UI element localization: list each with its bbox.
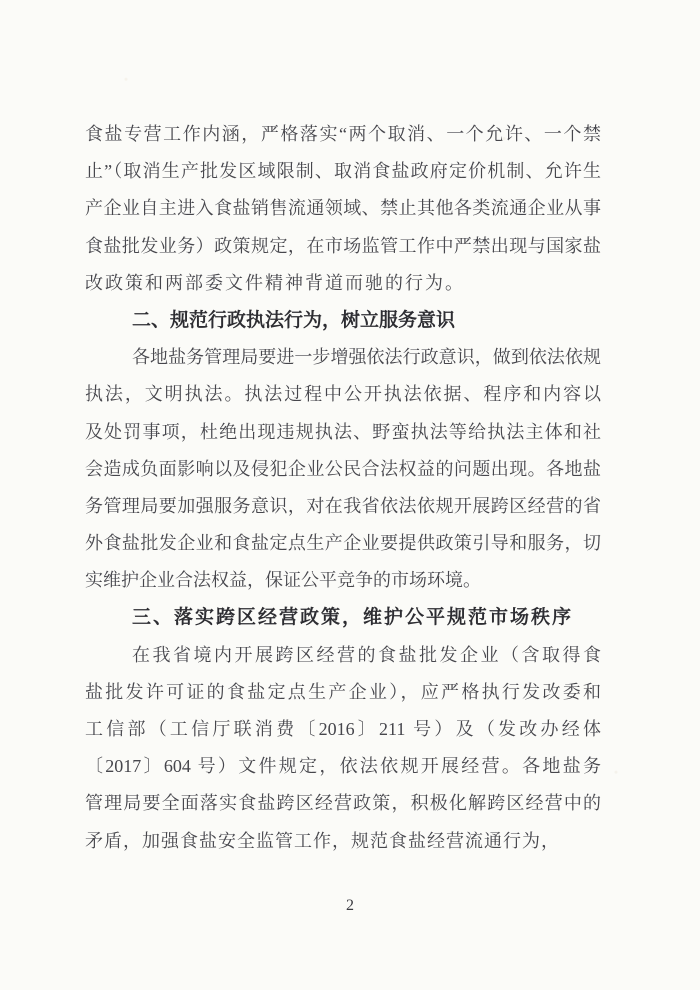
- body-line: 执法，文明执法。执法过程中公开执法依据、程序和内容以: [85, 384, 601, 405]
- body-line: 盐批发许可证的食盐定点生产企业），应严格执行发改委和: [85, 681, 601, 702]
- body-line: 〔2017〕604 号）文件规定，依法依规开展经营。各地盐务: [85, 756, 601, 777]
- section-heading: 三、落实跨区经营政策，维护公平规范市场秩序: [132, 607, 574, 629]
- document-text: [85, 116, 601, 860]
- body-line: 实维护企业合法权益，保证公平竞争的市场环境。: [85, 570, 481, 591]
- section-heading: 二、规范行政执法行为，树立服务意识: [132, 309, 456, 331]
- page-number: 2: [346, 897, 354, 914]
- body-line: 工信部（工信厅联消费〔2016〕211 号）及（发改办经体: [85, 719, 601, 739]
- body-line: 产企业自主进入食盐销售流通领域、禁止其他各类流通企业从事: [85, 198, 601, 219]
- body-line: 食盐专营工作内涵，严格落实“两个取消、一个允许、一个禁: [85, 124, 601, 144]
- body-line: 食盐批发业务）政策规定，在市场监管工作中严禁出现与国家盐: [85, 235, 601, 256]
- body-line: 在我省境内开展跨区经营的食盐批发企业（含取得食: [132, 644, 601, 665]
- body-line: 会造成负面影响以及侵犯企业公民合法权益的问题出现。各地盐: [85, 458, 601, 479]
- body-line: 及处罚事项，杜绝出现违规执法、野蛮执法等给执法主体和社: [85, 421, 601, 442]
- body-line: 各地盐务管理局要进一步增强依法行政意识，做到依法依规: [132, 347, 601, 368]
- body-line: 矛盾，加强食盐安全监管工作，规范食盐经营流通行为，: [85, 830, 560, 851]
- body-line: 管理局要全面落实食盐跨区经营政策，积极化解跨区经营中的: [85, 793, 601, 814]
- body-line: 务管理局要加强服务意识，对在我省依法依规开展跨区经营的省: [85, 495, 601, 516]
- body-line: 外食盐批发企业和食盐定点生产企业要提供政策引导和服务，切: [85, 533, 601, 554]
- body-line: 止”（取消生产批发区域限制、取消食盐政府定价机制、允许生: [85, 161, 601, 182]
- body-line: 改政策和两部委文件精神背道而驰的行为。: [85, 272, 465, 293]
